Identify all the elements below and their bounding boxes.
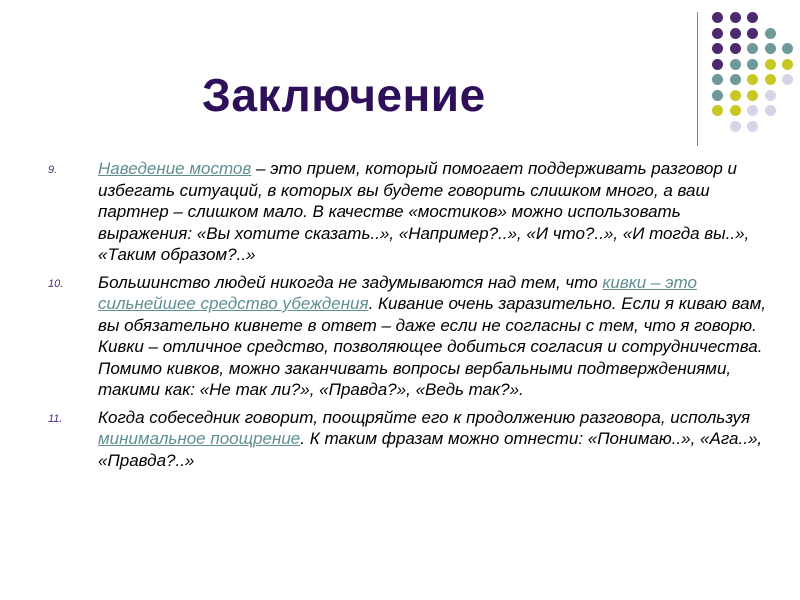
item-text: – это прием, который помогает поддерживать разговор и избегать ситуаций, в которых вы будете говорить слишком много, а ваш партнер – слишком мало. В качестве «мостиков» можно использовать выражения: «Вы хотите сказать..», «Например?..», «И что?..», «И тогда вы..», «Таким образом?..» — [98, 159, 750, 264]
decorative-dot — [712, 74, 723, 85]
decorative-dot — [782, 59, 793, 70]
item-text-lead: Большинство людей никогда не задумываются над тем, что — [98, 272, 603, 292]
term-link[interactable]: минимальное поощрение — [98, 429, 301, 448]
decorative-dot — [747, 90, 758, 101]
decorative-dot — [765, 28, 776, 39]
decorative-dot — [765, 90, 776, 101]
decorative-dot — [730, 43, 741, 54]
decorative-dot — [730, 59, 741, 70]
list-number: 9. — [48, 164, 58, 176]
list-item-10 — [48, 272, 768, 401]
decorative-dot — [730, 12, 741, 23]
list-item-11 — [48, 407, 768, 472]
decorative-dot — [747, 12, 758, 23]
decorative-dot — [747, 59, 758, 70]
term-link[interactable]: кивки – это сильнейшее средство убеждения — [98, 272, 697, 313]
item-text-lead: Когда собеседник говорит, поощряйте его к продолжению разговора, используя — [98, 407, 751, 427]
decorative-dot — [782, 43, 793, 54]
list-number: 10. — [48, 277, 64, 290]
decorative-dot — [765, 105, 776, 116]
decorative-dot — [747, 74, 758, 85]
item-text: . К таким фразам можно отнести: «Понимаю..», «Ага..», «Правда?..» — [98, 429, 763, 470]
list-number: 11. — [48, 412, 63, 425]
decorative-dot — [730, 90, 741, 101]
decorative-dot — [712, 59, 723, 70]
decorative-dot — [747, 121, 758, 132]
decorative-dot — [765, 43, 776, 54]
slide-title: Заключение — [202, 69, 486, 121]
slide-body — [48, 158, 768, 477]
decorative-dot — [712, 12, 723, 23]
divider-line — [697, 12, 698, 146]
decorative-dot — [765, 74, 776, 85]
decorative-dot — [747, 43, 758, 54]
decorative-dot — [730, 28, 741, 39]
decorative-dot — [747, 28, 758, 39]
decorative-dot — [765, 59, 776, 70]
item-text: . Кивание очень заразительно. Если я киваю вам, вы обязательно кивнете в ответ – даже если не согласны с тем, что я говорю. Кивки – отличное средство, позволяющее добиться согласия и сотрудничества. Помимо кивков, можно заканчивать вопросы вербальными подтверждениями, такими как: «Не так ли?», «Правда?», «Ведь так?». — [98, 294, 766, 399]
decorative-dot — [730, 105, 741, 116]
list-item-9 — [48, 158, 768, 266]
decorative-dot — [730, 121, 741, 132]
decorative-dot — [712, 90, 723, 101]
decorative-dot — [712, 28, 723, 39]
decorative-dot — [712, 43, 723, 54]
decorative-dot — [747, 105, 758, 116]
decorative-dot — [712, 105, 723, 116]
decorative-dot — [782, 74, 793, 85]
decorative-dot — [730, 74, 741, 85]
term-link[interactable]: Наведение мостов — [98, 159, 252, 178]
